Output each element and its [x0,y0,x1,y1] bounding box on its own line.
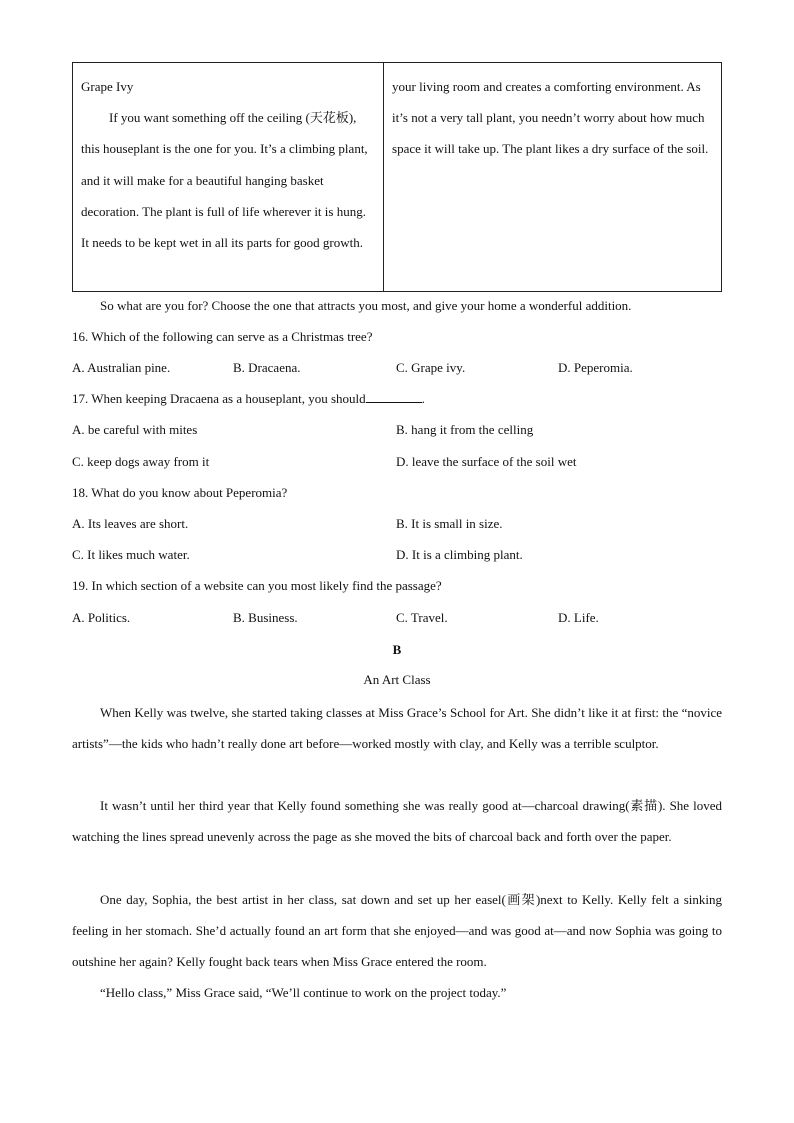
question-16-stem: 16. Which of the following can serve as a Christmas tree? [72,329,373,344]
plant-heading: Grape Ivy [81,79,134,94]
question-17-stem-text: 17. When keeping Dracaena as a houseplant, you should [72,391,366,406]
question-18-stem: 18. What do you know about Peperomia? [72,485,288,500]
article-paragraph-3: One day, Sophia, the best artist in her class, sat down and set up her easel(画架)next to Kelly. Kelly felt a sinking feeling in her stomach. She’d actually found an art form that she enjoyed—and was good at—and now Sophia was going to outshine her again? Kelly fought back tears when Miss Grace entered the room. [72,892,722,970]
question-17-option-a: A. be careful with mites [72,422,198,437]
table-cell-grape-ivy [73,63,384,291]
question-17-stem [72,391,425,407]
question-17-option-c: C. keep dogs away from it [72,454,210,469]
question-18-option-b: B. It is small in size. [396,516,503,531]
closing-line: So what are you for? Choose the one that attracts you most, and give your home a wonderful addition. [100,298,632,313]
article-title: An Art Class [363,672,431,687]
article-paragraph-4: “Hello class,” Miss Grace said, “We’ll continue to work on the project today.” [100,985,507,1000]
question-16-option-a: A. Australian pine. [72,360,171,375]
question-19-option-b: B. Business. [233,610,298,625]
question-16-option-b: B. Dracaena. [233,360,301,375]
question-19-option-c: C. Travel. [396,610,448,625]
table-cell-continuation [384,63,721,291]
question-17-option-d: D. leave the surface of the soil wet [396,454,577,469]
question-19-option-d: D. Life. [558,610,599,625]
question-18-option-c: C. It likes much water. [72,547,190,562]
plant-description: If you want something off the ceiling (天花板), this houseplant is the one for you. It’s a climbing plant, and it will make for a beautiful hanging basket decoration. The plant is full of life wherever it is hung. It needs to be kept wet in all its parts for good growth. [81,110,368,251]
question-18-option-a: A. Its leaves are short. [72,516,189,531]
question-18-option-d: D. It is a climbing plant. [396,547,523,562]
section-letter: B [392,642,402,657]
question-19-stem: 19. In which section of a website can you most likely find the passage? [72,578,442,593]
article-paragraph-1: When Kelly was twelve, she started taking classes at Miss Grace’s School for Art. She didn’t like it at first: the “novice artists”—the kids who hadn’t really done art before—worked mostly with clay, and Kelly was a terrible sculptor. [72,705,722,752]
question-16-option-d: D. Peperomia. [558,360,633,375]
answer-blank [366,391,422,403]
question-17-option-b: B. hang it from the celling [396,422,534,437]
question-17-stem-end: . [421,391,425,406]
question-16-option-c: C. Grape ivy. [396,360,466,375]
article-paragraph-2: It wasn’t until her third year that Kelly found something she was really good at—charcoal drawing(素描). She loved watching the lines spread unevenly across the page as she moved the bits of charcoal back and forth over the paper. [72,798,722,845]
question-19-option-a: A. Politics. [72,610,131,625]
plant-description-continued: your living room and creates a comforting environment. As it’s not a very tall plant, you needn’t worry about how much space it will take up. The plant likes a dry surface of the soil. [392,79,709,157]
plant-info-table [72,62,722,292]
